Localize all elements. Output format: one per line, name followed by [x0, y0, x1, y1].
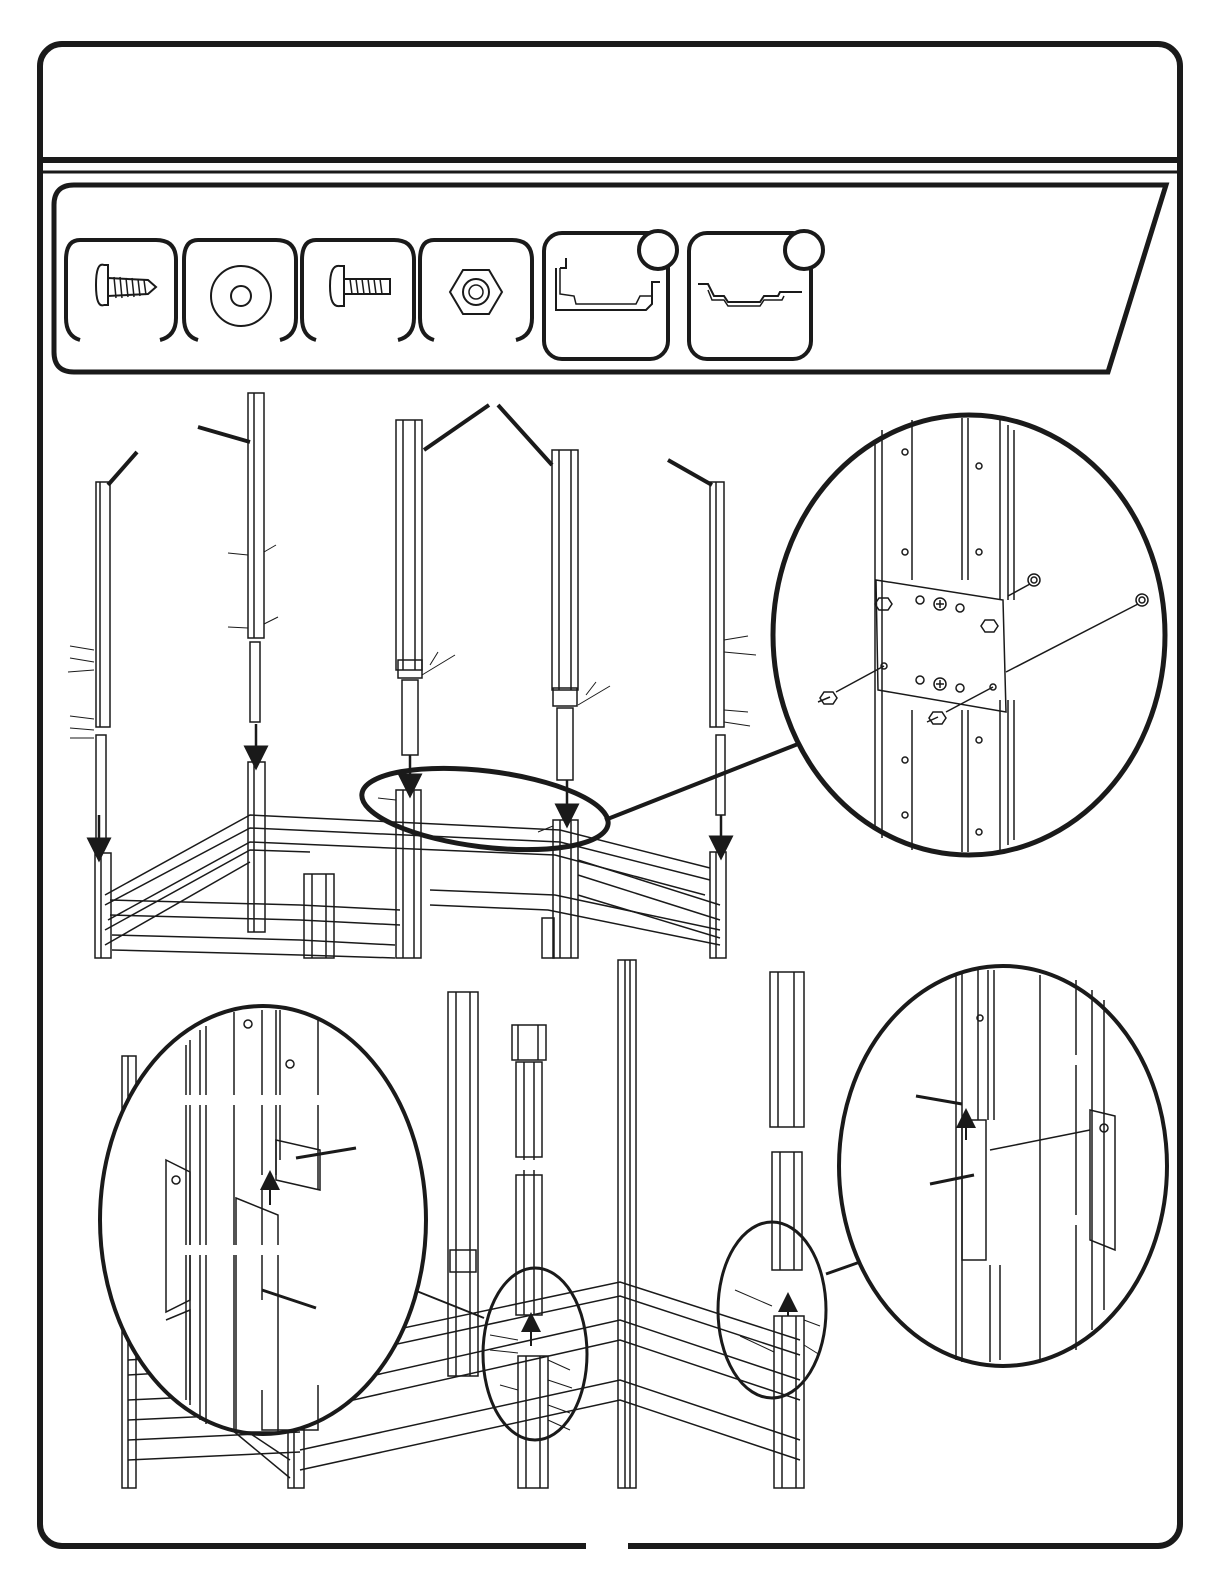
flat-washer-icon — [184, 240, 296, 340]
callout-connector-lower-left — [414, 1290, 484, 1318]
leader-posts-3-4-a — [424, 405, 489, 450]
post-middle-short — [304, 874, 334, 958]
leader-post-2 — [198, 427, 250, 442]
leader-posts-3-4-b — [498, 405, 552, 465]
machine-screw-icon — [302, 240, 414, 340]
fastener-dots-post-1 — [68, 646, 94, 738]
leader-post-1 — [108, 452, 137, 485]
leader-post-5 — [668, 460, 712, 485]
detail-lower-left — [100, 1006, 426, 1434]
base-frame — [105, 815, 720, 958]
hex-nut-icon — [420, 240, 532, 340]
fastener-dots-post-2 — [228, 545, 278, 628]
callout-ellipse-lower-middle — [483, 1268, 587, 1440]
page-number-gap — [586, 1538, 628, 1552]
corner-channel-profile-icon — [544, 231, 677, 359]
post-left-upper — [95, 482, 111, 958]
fastener-dots-post-5 — [724, 636, 756, 726]
post-3-upper — [396, 420, 422, 958]
upper-assembly-illustration — [68, 393, 798, 958]
callout-connector-lower-right — [826, 1262, 860, 1274]
post-5-upper — [710, 482, 726, 958]
detail-lower-right — [839, 966, 1167, 1366]
pan-head-sheet-metal-screw-icon — [66, 240, 176, 340]
post-breaks — [508, 1140, 808, 1165]
post-4-upper — [542, 450, 578, 958]
parts-panel — [54, 185, 1166, 372]
fastener-dots-post-3 — [378, 652, 455, 800]
channel-profile-icon — [689, 231, 823, 359]
detail-splice-plate — [773, 415, 1165, 855]
callout-connector-upper — [605, 744, 798, 820]
